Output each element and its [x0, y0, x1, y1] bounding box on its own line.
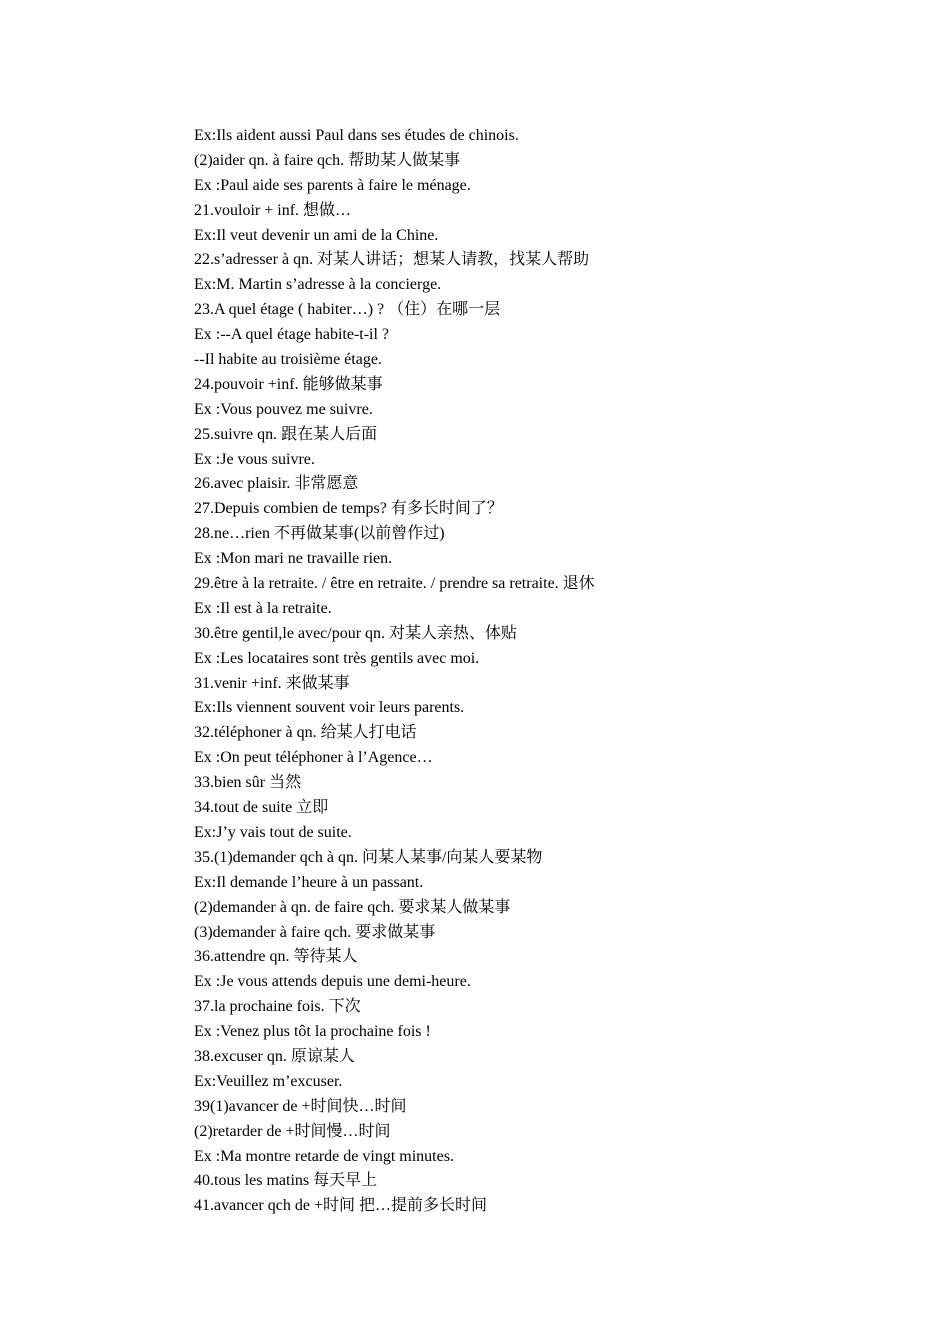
text-line: Ex :Mon mari ne travaille rien. [194, 550, 393, 568]
document-body [194, 124, 894, 1219]
text-line: 26.avec plaisir. 非常愿意 [194, 475, 359, 493]
text-line: Ex:Ils viennent souvent voir leurs parents. [194, 699, 465, 717]
text-line: 22.s’adresser à qn. 对某人讲话；想某人请教，找某人帮助 [194, 251, 590, 269]
text-line: Ex:Veuillez m’excuser. [194, 1072, 343, 1090]
text-line: 33.bien sûr 当然 [194, 774, 302, 792]
text-line: Ex :Paul aide ses parents à faire le ménage. [194, 176, 471, 194]
text-line: Ex:Il demande l’heure à un passant. [194, 873, 424, 891]
text-line: 37.la prochaine fois. 下次 [194, 998, 361, 1016]
text-line: Ex:M. Martin s’adresse à la concierge. [194, 276, 442, 294]
text-line: Ex :Ma montre retarde de vingt minutes. [194, 1147, 454, 1165]
text-line: Ex :Vous pouvez me suivre. [194, 400, 373, 418]
text-line: --Il habite au troisième étage. [194, 351, 382, 369]
text-line: 34.tout de suite 立即 [194, 799, 329, 817]
text-line: Ex :Venez plus tôt la prochaine fois ! [194, 1023, 431, 1041]
text-line: (3)demander à faire qch. 要求做某事 [194, 923, 436, 941]
text-line: (2)retarder de +时间慢…时间 [194, 1122, 391, 1140]
text-line: 25.suivre qn. 跟在某人后面 [194, 425, 378, 443]
text-line: Ex :Les locataires sont très gentils avec moi. [194, 649, 480, 667]
text-line: Ex :Je vous suivre. [194, 450, 315, 468]
text-line: 35.(1)demander qch à qn. 问某人某事/向某人要某物 [194, 848, 543, 866]
text-line: 28.ne…rien 不再做某事(以前曾作过) [194, 525, 445, 543]
text-line: 32.téléphoner à qn. 给某人打电话 [194, 724, 417, 742]
text-line: 24.pouvoir +inf. 能够做某事 [194, 375, 383, 393]
text-line: Ex :--A quel étage habite-t-il ? [194, 326, 390, 344]
text-line: 36.attendre qn. 等待某人 [194, 948, 358, 966]
text-line: 29.être à la retraite. / être en retraite. / prendre sa retraite. 退休 [194, 575, 595, 593]
text-line: 38.excuser qn. 原谅某人 [194, 1047, 355, 1065]
text-line: 39(1)avancer de +时间快…时间 [194, 1097, 407, 1115]
text-line: 23.A quel étage ( habiter…) ? （住）在哪一层 [194, 301, 501, 319]
text-line: Ex :Je vous attends depuis une demi-heure. [194, 973, 471, 991]
text-line: Ex:Il veut devenir un ami de la Chine. [194, 226, 439, 244]
text-line: 31.venir +inf. 来做某事 [194, 674, 350, 692]
text-line: 40.tous les matins 每天早上 [194, 1172, 378, 1190]
text-line: Ex :Il est à la retraite. [194, 599, 332, 617]
text-line: (2)demander à qn. de faire qch. 要求某人做某事 [194, 898, 511, 916]
text-line: 30.être gentil,le avec/pour qn. 对某人亲热、体贴 [194, 624, 518, 642]
text-line: Ex :On peut téléphoner à l’Agence… [194, 749, 433, 767]
text-line: (2)aider qn. à faire qch. 帮助某人做某事 [194, 151, 461, 169]
text-line: 27.Depuis combien de temps? 有多长时间了？ [194, 500, 503, 518]
text-line: Ex:Ils aident aussi Paul dans ses études de chinois. [194, 127, 519, 144]
text-line: Ex:J’y vais tout de suite. [194, 823, 352, 841]
text-line: 41.avancer qch de +时间 把…提前多长时间 [194, 1197, 487, 1215]
text-line: 21.vouloir + inf. 想做… [194, 201, 352, 219]
